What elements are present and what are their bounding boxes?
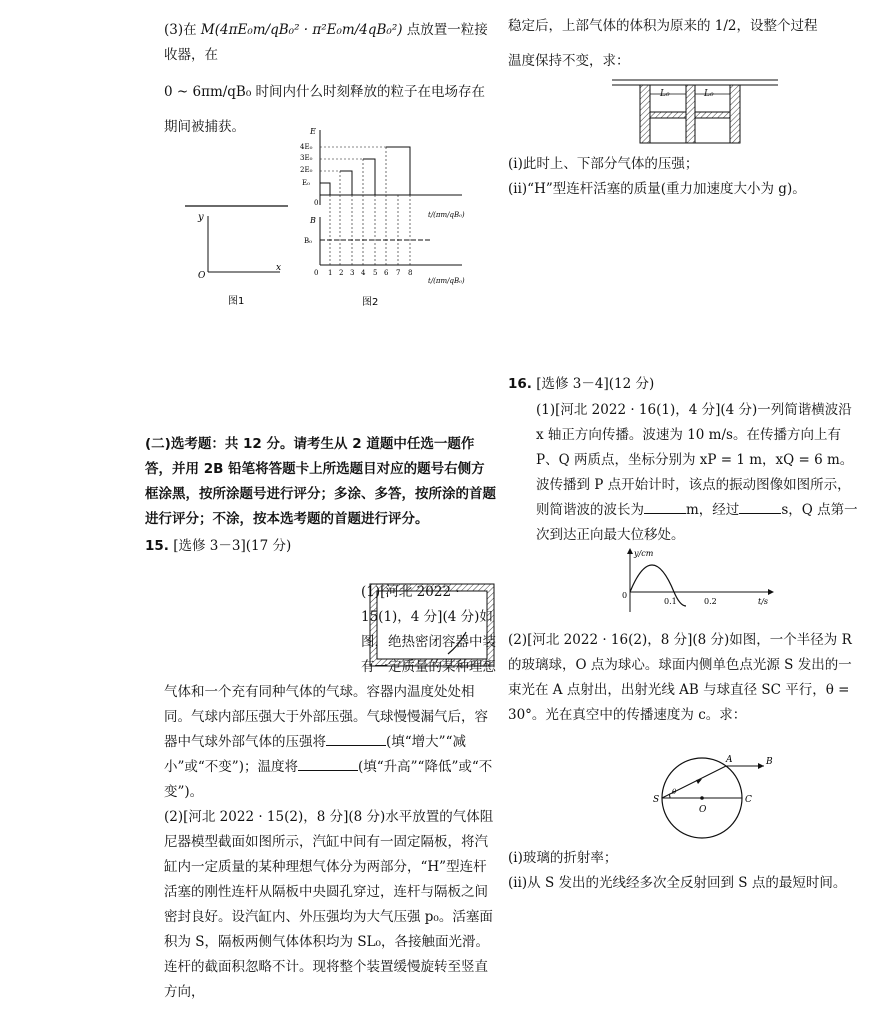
cyl-label-left: L₀	[660, 89, 670, 99]
fig2-b-t-unit: t/(πm/qB₀)	[428, 277, 465, 285]
fig1-caption: 图1	[228, 296, 245, 307]
fig2-e-tick-3: 3E₀	[300, 154, 313, 162]
q16-sub-ii: (ⅱ)从 S 发出的光线经多次全反射回到 S 点的最短时间。	[508, 875, 847, 891]
q16-2-text: (2)[河北 2022 · 16(2)，8 分](8 分)如图，一个半径为 R 的玻璃球，O 点为球心。球面内侧单色点光源 S 发出的一束光在 A 点射出，出射光线 AB 与球直径 SC 平行，θ = 30°。光在真空中的传播速度为 c。求：	[508, 632, 852, 723]
label-b: B	[766, 757, 773, 767]
q16-heading: 16. [选修 3－4](12 分)	[508, 376, 655, 392]
q14-part3	[164, 18, 499, 140]
wave-tick-02: 0.2	[704, 597, 717, 606]
wave-y-label: y/cm	[634, 549, 654, 558]
label-a: A	[726, 755, 733, 765]
svg-text:8: 8	[408, 269, 413, 277]
fig1-y-label: y	[198, 212, 204, 223]
q15-2-subquestions	[508, 152, 860, 202]
label-s: S	[653, 795, 660, 805]
fig2-caption: 图2	[362, 297, 379, 308]
svg-text:7: 7	[396, 269, 401, 277]
q14-3-line2: 0 ~ 6πm/qB₀ 时间内什么时刻释放的粒子在电场存在	[164, 84, 486, 100]
q15-answer-blank-2[interactable]	[298, 756, 358, 771]
q15-sub-i: (ⅰ)此时上、下部分气体的压强；	[508, 156, 699, 172]
fig1-x-label: x	[276, 263, 282, 273]
svg-text:0: 0	[314, 269, 319, 277]
q16-part1	[536, 398, 860, 548]
q14-3-line1: (3)在 M(4πE₀m/qB₀² · π²E₀m/4qB₀²) 点放置一粒接收器，在	[164, 22, 488, 63]
wave-x-label: t/s	[758, 597, 769, 606]
fig1-origin: O	[198, 271, 206, 281]
wave-tick-01: 0.1	[664, 597, 677, 606]
fig2-e-t-unit: t/(πm/qB₀)	[428, 211, 465, 219]
label-o: O	[699, 805, 707, 815]
q15-part1-full	[164, 580, 499, 1005]
svg-text:3: 3	[350, 269, 355, 277]
fig2-b-axis: B	[310, 216, 316, 225]
fig2-e-tick-4: 4E₀	[300, 143, 313, 151]
section2-instructions: (二)选考题：共 12 分。请考生从 2 道题中任选一题作答，并用 2B 铅笔将答题卡上所选题目对应的题号右侧方框涂黑，按所涂题号进行评分；多涂、多答，按所涂的首题进行评分；不涂，按本选考题的首题进行评分。	[145, 436, 496, 527]
section-optional	[145, 432, 497, 559]
fig2-e-axis: E	[310, 127, 316, 136]
q16-answer-blank-2[interactable]	[739, 499, 781, 514]
fig2-e-tick-2: 2E₀	[300, 166, 313, 174]
fig2-x-ticks	[328, 269, 412, 277]
q16-part2	[508, 628, 860, 728]
svg-text:5: 5	[373, 269, 378, 277]
vibration-graph	[618, 546, 778, 618]
q15-2-continued	[508, 14, 860, 74]
gas-damper-figure	[612, 76, 780, 146]
label-c: C	[745, 795, 752, 805]
svg-text:4: 4	[361, 269, 366, 277]
label-theta: θ	[672, 788, 677, 796]
glass-sphere-figure	[640, 752, 790, 842]
figure-2	[300, 125, 480, 310]
wave-curve	[630, 565, 686, 606]
q16-answer-blank-1[interactable]	[644, 499, 686, 514]
svg-text:1: 1	[328, 269, 333, 277]
svg-text:6: 6	[384, 269, 389, 277]
point-m: M(4πE₀m/qB₀² · π²E₀m/4qB₀²)	[200, 22, 403, 38]
fig2-e-tick-1: E₀	[302, 179, 310, 187]
wave-origin: 0	[622, 591, 628, 600]
q15-1-text: (1)[河北 2022 · 15(1)，4 分](4 分)如图，绝热密闭容器中装有一定质量的某种理想气体和一个充有同种气体的气球。容器内温度处处相同。气球内部压强大于外部压强。气球慢慢漏气后，容器中气球外部气体的压强将 (填“增大”“减小”或“不变”)；温度将 (填“升高”“降低”或“不变”)。	[164, 584, 496, 800]
svg-text:2: 2	[339, 269, 344, 277]
q15-heading: 15. [选修 3－3](17 分)	[145, 538, 292, 554]
cyl-label-right: L₀	[704, 89, 714, 99]
svg-text:0: 0	[314, 199, 319, 207]
figure-1	[180, 200, 290, 310]
q15-answer-blank-1[interactable]	[326, 731, 386, 746]
q16-1-text: (1)[河北 2022 · 16(1)，4 分](4 分)一列简谐横波沿 x 轴正方向传播。波速为 10 m/s。在传播方向上有 P、Q 两质点，坐标分别为 xP = 1 m，xQ = 6 m。波传播到 P 点开始计时，该点的振动图像如图所示，则简谐波的波长为 m，经过 s，Q 点第一次到达正向最大位移处。	[536, 402, 858, 543]
fig2-b-tick: B₀	[304, 237, 312, 245]
q16-2-subquestions	[508, 846, 860, 896]
cont-line2: 温度保持不变，求：	[508, 53, 630, 69]
q15-sub-ii: (ⅱ)“H”型连杆活塞的质量(重力加速度大小为 g)。	[508, 181, 806, 197]
q15-2-text: (2)[河北 2022 · 15(2)，8 分](8 分)水平放置的气体阻尼器模型截面如图所示，汽缸中间有一固定隔板，将汽缸内一定质量的某种理想气体分为两部分，“H”型连杆活塞的刚性连杆从隔板中央圆孔穿过，连杆与隔板之间密封良好。设汽缸内、外压强均为大气压强 p₀。活塞面积为 S，隔板两侧气体体积均为 SL₀，各接触面光滑。连杆的截面积忽略不计。现将整个装置缓慢旋转至竖直方向，	[164, 809, 494, 1000]
q16-sub-i: (ⅰ)玻璃的折射率；	[508, 850, 618, 866]
q14-3-line3: 期间被捕获。	[164, 119, 245, 135]
cont-line1: 稳定后，上部气体的体积为原来的 1/2，设整个过程	[508, 18, 818, 34]
